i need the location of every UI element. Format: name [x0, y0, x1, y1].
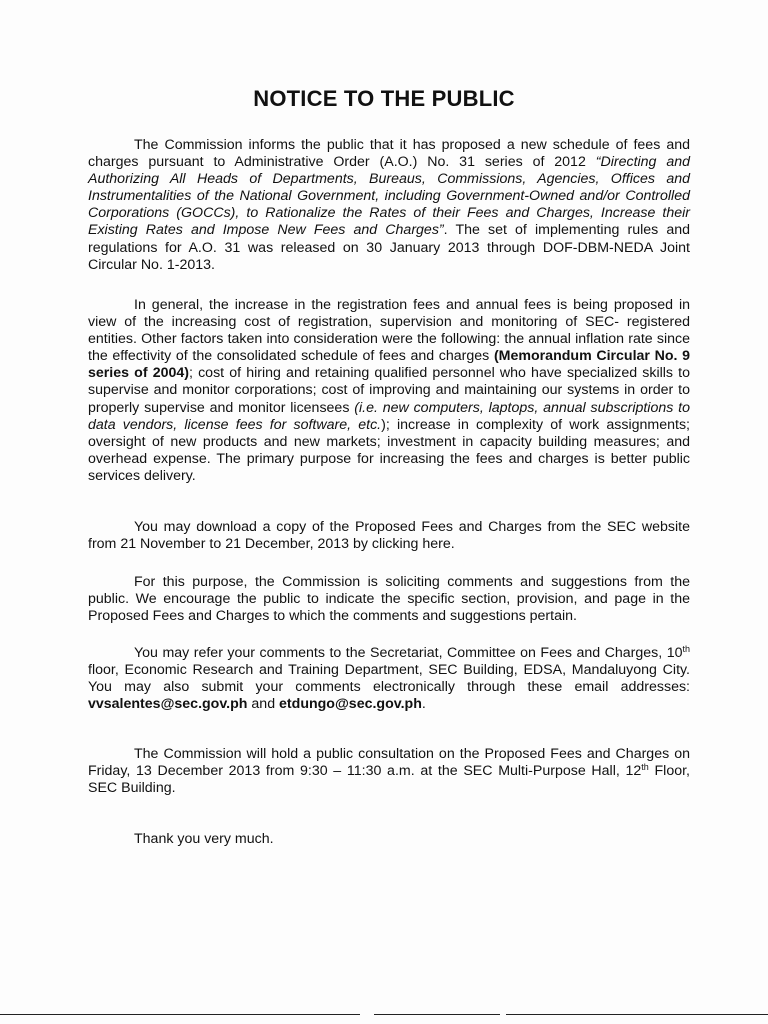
contact-text-2: floor, Economic Research and Training Department, SEC Building, EDSA, Mandaluyong City. You may also submit your comments electronically through these email addresses:: [88, 662, 690, 696]
paragraph-closing: [88, 831, 690, 848]
closing-text: Thank you very much.: [134, 831, 274, 847]
intro-text-1: The Commission informs the public that it has proposed a new schedule of fees and charges pursuant to Administrative Order (A.O.) No. 31 series of 2012: [88, 137, 690, 171]
memorandum-circular-ref: (Memorandum Circular No. 9 series of 2004): [88, 348, 690, 382]
rationale-text-1: In general, the increase in the registration fees and annual fees is being proposed in view of the increasing cost of registration, supervision and monitoring of SEC- registered entities. Other factors taken into consideration were the following: the annual inflation rate since the effectivity of the consolidated schedule of fees and charges: [88, 297, 690, 365]
paragraph-download: [88, 519, 690, 553]
contact-text-3: and: [247, 696, 280, 713]
consultation-text-2: Floor, SEC Building.: [88, 763, 690, 797]
contact-text-1: You may refer your comments to the Secretariat, Committee on Fees and Charges, 10: [134, 645, 683, 661]
ordinal-superscript: th: [641, 762, 649, 773]
footer-rule-gap: [500, 1012, 506, 1017]
intro-text-2: . The set of implementing rules and regulations for A.O. 31 was released on 30 January 2013 through DOF-DBM-NEDA Joint Circular No. 1-2013.: [88, 222, 690, 273]
comments-text: For this purpose, the Commission is soliciting comments and suggestions from the public. We encourage the public to indicate the specific section, provision, and page in the Proposed Fees and Charges to which the comments and suggestions pertain.: [88, 574, 690, 625]
notice-title: NOTICE TO THE PUBLIC: [253, 86, 515, 111]
paragraph-intro: [88, 137, 690, 274]
rationale-text-3: ); increase in complexity of work assignments; oversight of new products and new markets; investment in capacity building measures; and overhead expense. The primary purpose for increasing the fees and charges is better public services delivery.: [88, 416, 690, 484]
download-text: You may download a copy of the Proposed Fees and Charges from the SEC website from 21 November to 21 December, 2013 by clicking here.: [88, 519, 690, 553]
paragraph-contact: [88, 645, 690, 713]
rationale-text-2: ; cost of hiring and retaining qualified personnel who have specialized skills to supervise and monitor corporations; cost of improving and maintaining our systems in order to properly supervise and monitor licensees: [88, 365, 690, 416]
footer-rule-gap: [360, 1012, 374, 1017]
paragraph-comments: [88, 574, 690, 625]
licensee-examples: (i.e. new computers, laptops, annual subscriptions to data vendors, license fees for software, etc.: [88, 399, 690, 433]
consultation-text-1: The Commission will hold a public consultation on the Proposed Fees and Charges on Friday, 13 December 2013 from 9:30 – 11:30 a.m. at the SEC Multi-Purpose Hall, 12: [88, 746, 690, 780]
footer-rule: [0, 1014, 768, 1015]
email-vvsalentes: vvsalentes@sec.gov.ph: [88, 696, 248, 713]
contact-text-4: .: [421, 696, 426, 713]
ordinal-superscript: th: [682, 644, 690, 654]
paragraph-rationale: [88, 297, 690, 485]
administrative-order-title: “Directing and Authorizing All Heads of Departments, Bureaus, Commissions, Agencies, Offices and Instrumentalities of the National Government, including Government-Owned and/or Controlled Corporations (GOCCs), to Rationalize the Rates of their Fees and Charges, Increase their Existing Rates and Impose New Fees and Charges”: [88, 154, 690, 239]
paragraph-consultation: [88, 746, 690, 797]
email-etdungo: etdungo@sec.gov.ph: [279, 696, 422, 713]
